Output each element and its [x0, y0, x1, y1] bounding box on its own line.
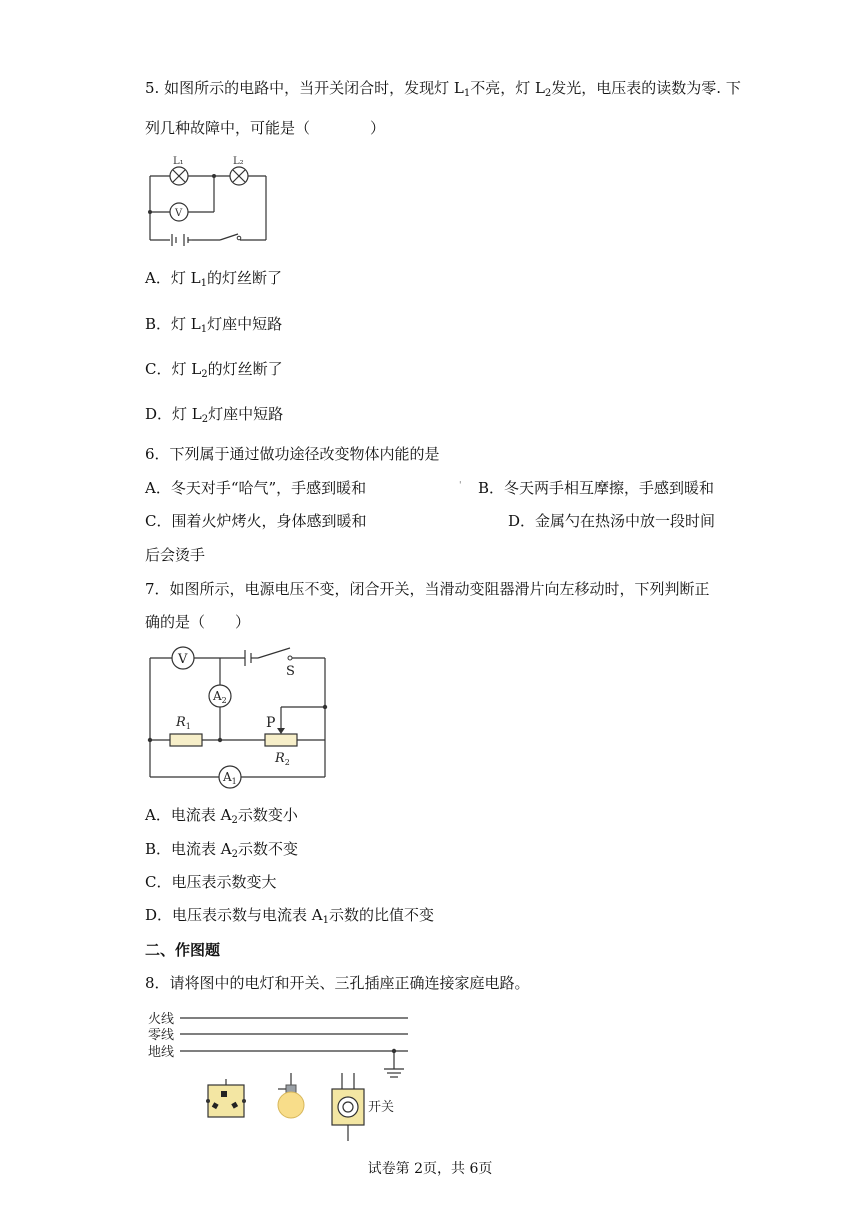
q7-label-a1: $A_1$	[223, 770, 237, 786]
q8-household-circuit-diagram	[140, 1005, 420, 1150]
q7-label-r2: $R_2$	[275, 751, 290, 767]
q5-circuit-diagram	[140, 150, 275, 250]
q6-mark: '	[459, 481, 462, 491]
q8-label-switch: 开关	[368, 1100, 395, 1115]
q5-option-b: B．灯 $L_1$灯座中短路	[145, 315, 283, 335]
q7-label-p: P	[266, 715, 276, 731]
page-footer: 试卷第 2页，共 6页	[367, 1161, 493, 1177]
q6-stem: 6．下列属于通过做功途径改变物体内能的是	[145, 445, 440, 463]
q8-label-live: 火线	[148, 1012, 175, 1027]
q5-stem-line1: 5. 如图所示的电路中，当开关闭合时，发现灯 $L_1$不亮，灯 $L_2$发光，电压表的读数为零. 下	[145, 79, 741, 99]
q7-option-d: D．电压表示数与电流表 $A_1$示数的比值不变	[145, 906, 435, 926]
socket-icon	[206, 1079, 246, 1117]
q5-option-c: C．灯 $L_2$的灯丝断了	[145, 360, 283, 380]
q7-stem-line1: 7．如图所示，电源电压不变，闭合开关，当滑动变阻器滑片向左移动时，下列判断正	[145, 580, 710, 598]
q7-label-v: V	[178, 652, 188, 667]
light-bulb-icon	[278, 1085, 304, 1118]
q6-option-d-cont: 后会烫手	[145, 546, 206, 564]
q5-option-a: A．灯 $L_1$的灯丝断了	[145, 269, 282, 289]
q7-option-a: A．电流表 $A_2$示数变小	[145, 806, 298, 826]
q7-circuit-diagram	[140, 640, 335, 795]
q5-stem-line2: 列几种故障中，可能是（ ）	[145, 119, 386, 137]
q7-label-a2: $A_2$	[213, 689, 227, 705]
section-heading: 二、作图题	[145, 941, 221, 959]
q6-option-c: C．围着火炉烤火，身体感到暖和	[145, 512, 367, 530]
q6-option-d: D．金属勺在热汤中放一段时间	[508, 512, 716, 530]
q8-label-ground: 地线	[148, 1045, 175, 1060]
q7-stem-line2: 确的是（ ）	[145, 613, 251, 631]
q6-option-b: B．冬天两手相互摩擦，手感到暖和	[478, 479, 715, 497]
q5-label-v: V	[175, 208, 183, 219]
q5-label-l2: L₂	[233, 156, 244, 167]
q5-option-d: D．灯 $L_2$灯座中短路	[145, 405, 284, 425]
switch-icon	[332, 1089, 364, 1125]
q5-label-l1: L₁	[173, 156, 184, 167]
q7-label-r1: $R_1$	[176, 715, 191, 731]
q8-stem: 8．请将图中的电灯和开关、三孔插座正确连接家庭电路。	[145, 974, 530, 992]
q8-label-neutral: 零线	[148, 1028, 175, 1043]
q7-option-b: B．电流表 $A_2$示数不变	[145, 840, 299, 860]
q6-option-a: A．冬天对手“哈气”，手感到暖和	[145, 479, 367, 497]
q7-option-c: C．电压表示数变大	[145, 873, 277, 891]
q7-label-s: S	[286, 664, 295, 679]
